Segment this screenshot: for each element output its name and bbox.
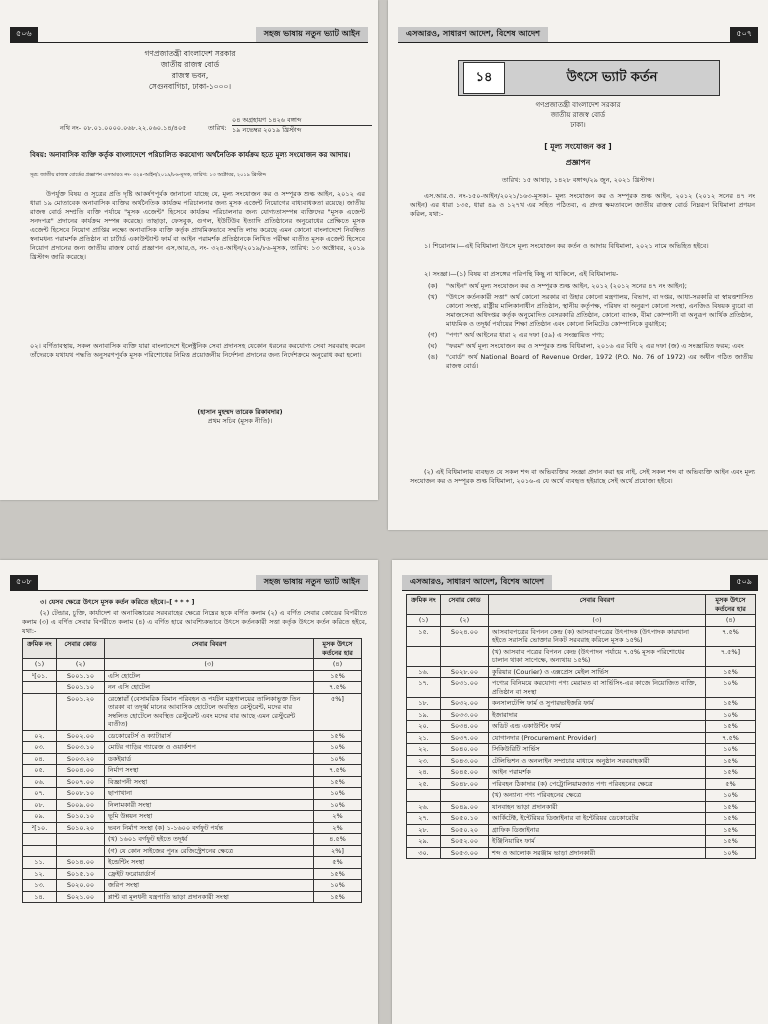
table-header-row [23, 639, 362, 659]
rate-cell: ১০% [314, 742, 362, 754]
service-description-cell: (খ) অন্যান্য পণ্য পরিবহনের ক্ষেত্রে [489, 790, 706, 802]
index-cell: (৩) [105, 659, 314, 671]
service-description-cell: ডকইয়ার্ড [105, 753, 314, 765]
serial-cell: ১১. [23, 857, 57, 869]
service-description-cell: গ্রাফিক ডিজাইনার [489, 824, 706, 836]
rate-cell: ১৫% [314, 776, 362, 788]
body-paragraph-2: ০২। বর্ণিতাবস্থায়, সকল অনাবাসিক ব্যক্তি যারা বাংলাদেশে ইলেক্ট্রনিক সেবা প্রদানসহ যেকোন ধরনের করযোগ্য সেবা সরবরাহ করেন তাঁদেরকে যথাযথ পদ্ধতি অনুসরণপূর্বক মূসক পরিশোধের নিমিত্ত প্রয়োজনীয় নির্দেশনা প্রদানের জন্য নির্দেশক্রমে অনুরোধ করা হলো। [30, 342, 365, 359]
running-title: এসআরও, সাধারণ আদেশ, বিশেষ আদেশ [398, 27, 548, 42]
serial-cell: ০৫. [23, 765, 57, 777]
column-header: সেবার কোড [57, 639, 105, 659]
service-description-cell: টেলিভিশন ও অনলাইন সম্প্রচার মাধ্যমে অনুষ্ঠান সরবরাহকারী [489, 755, 706, 767]
table-row [407, 813, 756, 825]
section-3-text: (২) টেন্ডার, চুক্তি, কার্যাদেশ বা অনাবিষ্কারের সরবরাহের ক্ষেত্রে নিম্নের ছকে বর্ণিত কলাম (২) এ বর্ণিত সেবার কোডের বিপরীতে কলাম (৩) এ বর্ণিত সেবার বিপরীতে কলাম (৪) এ বর্ণিত হারে আবশ্যিকভাবে উৎসে কর্তনকারী সত্তা কর্তৃক উৎসে কর্তন করিতে হইবে, যথা:- [22, 609, 367, 635]
table-index-row [407, 615, 756, 627]
page-508 [0, 560, 378, 1024]
rate-cell: ১৫% [314, 868, 362, 880]
definition-key: (খ) [428, 293, 438, 301]
rate-cell: ২% [314, 811, 362, 823]
table-header-row [407, 595, 756, 615]
serial-cell [23, 834, 57, 846]
date-block [232, 116, 372, 135]
running-header [398, 26, 758, 43]
table-row [23, 670, 362, 682]
address-line: রাজস্ব ভবন, [171, 71, 209, 80]
signatory-designation: প্রথম সচিব (মূসক নীতি)। [207, 417, 273, 425]
rate-cell: ২%] [314, 845, 362, 857]
serial-cell: ২৪. [407, 767, 441, 779]
service-description-cell: ফ্রেইট ফরোয়ার্ডার্স [105, 868, 314, 880]
serial-cell: ১২. [23, 868, 57, 880]
definition-text: "বোর্ড" অর্থ National Board of Revenue Order, 1972 (P.O. No. 76 of 1972) এর অধীন গঠিত জাতীয় রাজস্ব বোর্ড। [446, 353, 753, 370]
table-row [407, 755, 756, 767]
bracket-label: [ মূল্য সংযোজন কর ] [544, 142, 612, 151]
service-description-cell: (গ) যে কোন সাইজের পুনঃ রেজিস্ট্রেশনের ক্ষেত্রে [105, 845, 314, 857]
service-description-cell: ভবন নির্মাণ সংস্থা (ক) ১-১৬০০ বর্গফুট পর্যন্ত [105, 822, 314, 834]
service-description-cell: সিকিউরিটি সার্ভিস [489, 744, 706, 756]
table-row [23, 765, 362, 777]
serial-cell [23, 845, 57, 857]
rate-cell: ১০% [706, 678, 756, 698]
table-row [23, 834, 362, 846]
service-description-cell: পণ্যের বিনিময়ে করযোগ্য পণ্য মেরামত বা সার্ভিসিং-এর কাজে নিয়োজিত ব্যক্তি, প্রতিষ্ঠান বা সংস্থা [489, 678, 706, 698]
serial-cell: ১৯. [407, 709, 441, 721]
service-description-cell: যানবাহন ভাড়া প্রদানকারী [489, 801, 706, 813]
table-row [407, 732, 756, 744]
page-507 [388, 0, 768, 530]
service-code-cell: S০০১.২০ [57, 693, 105, 730]
address-line: ঢাকা। [570, 121, 586, 129]
intro-paragraph: এস.আর.ও. নং-১৫০-আইন/২০২১/১৬৩-মূসক।– মূল্য সংযোজন কর ও সম্পূরক শুল্ক আইন, ২০১২ (২০১২ সনের ৪৭ নং আইন) এর ধারা ১৩৫, ধারা ৪৯ ও ১২৭খ এর সহিত পঠিতব্য, এ প্রদত্ত ক্ষমতাবলে জাতীয় রাজস্ব বোর্ড নিম্নরূপ বিধিমালা প্রণয়ন করিল, যথা:- [410, 192, 755, 218]
index-cell: (৩) [489, 615, 706, 627]
service-code-cell: S০২৪.০০ [441, 626, 489, 646]
service-code-cell: S০১৪.০০ [57, 857, 105, 869]
service-code-cell: S০৩৭.০০ [441, 732, 489, 744]
serial-cell: ²[১০. [23, 822, 57, 834]
serial-cell: ২৯. [407, 836, 441, 848]
rate-cell: ৭.৫% [706, 626, 756, 646]
service-description-cell: শব্দ ও আলোক সরঞ্জাম ভাড়া প্রদানকারী [489, 847, 706, 859]
rate-cell: ১৫% [706, 698, 756, 710]
service-code-cell: S০০৩.১০ [57, 742, 105, 754]
service-code-cell: S০০১.১০ [57, 682, 105, 694]
index-cell: (২) [441, 615, 489, 627]
service-description-cell: আসবাবপত্রের বিপনন কেন্দ্র (ক) আসবাবপত্রের উৎপাদক (উৎপাদক কারখানা হইতে সরাসরি ভোক্তার নিকট সরবরাহ করিলে মূসক ১৫%) [489, 626, 706, 646]
definition-text: "পণ্য" অর্থ আইনের ধারা ২ এর দফা (৫৯) এ সংজ্ঞায়িত পণ্য; [446, 331, 605, 339]
chapter-title: উৎসে ভ্যাট কর্তন [566, 69, 658, 85]
table-body [407, 626, 756, 859]
definition-item [428, 331, 753, 340]
service-description-cell: মোটর গাড়ির গ্যারেজ ও ওয়ার্কশপ [105, 742, 314, 754]
subject-line: বিষয়: অনাবাসিক ব্যক্তি কর্তৃক বাংলাদেশে পরিচালিত করযোগ্য অর্থনৈতিক কার্যক্রম হতে মূল্য সংযোজন কর আদায়। [30, 151, 351, 159]
running-header [402, 574, 758, 591]
definition-item [428, 353, 753, 371]
service-code-cell: S০৫৩.০০ [441, 847, 489, 859]
signature-block [140, 408, 340, 426]
table-row [23, 730, 362, 742]
service-description-cell: ইন্ডেন্টিং সংস্থা [105, 857, 314, 869]
service-code-cell: S০১০.১০ [57, 811, 105, 823]
serial-cell: ১৬. [407, 666, 441, 678]
service-description-cell: পরিবহন ঠিকাদার (ক) পেট্রোলিয়ামজাত পণ্য পরিবহনের ক্ষেত্রে [489, 778, 706, 790]
serial-cell: ০৩. [23, 742, 57, 754]
serial-cell: ২৮. [407, 824, 441, 836]
serial-cell: ০৬. [23, 776, 57, 788]
notification-date: তারিখ: ১৫ আষাঢ়, ১৪২৮ বঙ্গাব্দ/২৯ জুন, ২০২১ খ্রিস্টাব্দ। [501, 176, 655, 184]
table-row [23, 857, 362, 869]
index-cell: (৪) [314, 659, 362, 671]
serial-cell: ০২. [23, 730, 57, 742]
page-number: ৫০৬ [10, 27, 38, 42]
running-header [10, 574, 368, 591]
serial-cell: ১৭. [407, 678, 441, 698]
service-description-cell: ভূমি উন্নয়ন সংস্থা [105, 811, 314, 823]
service-code-cell: S০৫০.১০ [441, 813, 489, 825]
rate-cell: ১৫% [706, 767, 756, 779]
serial-cell: ০৪. [23, 753, 57, 765]
service-description-cell: নিলামকারী সংস্থা [105, 799, 314, 811]
definition-item [428, 282, 753, 291]
service-code-cell: S০০২.০০ [57, 730, 105, 742]
column-header: মূসক উৎসে কর্তনের হার [314, 639, 362, 659]
table-row [407, 847, 756, 859]
definition-text: "উৎসে কর্তনকারী সত্তা" অর্থ কোনো সরকার বা উহার কোনো মন্ত্রণালয়, বিভাগ, বা দপ্তর, আধা-সরকারি বা স্বায়ত্তশাসিত কোনো সংস্থা, রাষ্ট্রীয় মালিকানাধীন প্রতিষ্ঠান, স্থানীয় কর্তৃপক্ষ, পরিষদ বা অনুরূপ কোনো সংস্থা, এনজিও বিষয়ক ব্যুরো বা সমাজসেবা অধিদপ্তর কর্তৃক অনুমোদিত বেসরকারি প্রতিষ্ঠান, কোনো ব্যাংক, বীমা কোম্পানী বা অনুরূপ আর্থিক প্রতিষ্ঠান, মাধ্যমিক ও তদূর্ধ্ব পর্যায়ের শিক্ষা প্রতিষ্ঠান এবং কোনো লিমিটেড কোম্পানিকে বুঝাইবে; [446, 293, 753, 328]
table-row [407, 646, 756, 666]
table-row [23, 891, 362, 903]
office-address [90, 48, 290, 92]
date-label: তারিখ: [208, 124, 227, 132]
table-row [407, 709, 756, 721]
serial-cell: ২২. [407, 744, 441, 756]
rate-cell: ১০% [314, 880, 362, 892]
table-row [407, 721, 756, 733]
withholding-rate-table [406, 594, 756, 859]
index-cell: (১) [407, 615, 441, 627]
service-code-cell [57, 845, 105, 857]
running-title: সহজ ভাষায় নতুন ভ্যাট আইন [256, 575, 368, 590]
signatory-name: (হাসান মুহম্মদ তারেক রিকাবদার) [197, 408, 283, 416]
column-header: মূসক উৎসে কর্তনের হার [706, 595, 756, 615]
memo-number: নথি নং- ০৮.০১.০০০০.০৬৮.২২.০৬০.১৪/৪০৫ [60, 124, 187, 132]
rate-cell: ১০% [706, 709, 756, 721]
page-506 [0, 0, 378, 500]
rate-cell: ১৫% [706, 666, 756, 678]
page-number: ৫০৭ [730, 27, 758, 42]
rule-2-sub-2: (২) এই বিধিমালায় ব্যবহৃত যে সকল শব্দ বা অভিব্যক্তির সংজ্ঞা প্রদান করা হয় নাই, সেই সকল শব্দ বা অভিব্যক্তি আইন এবং মূল্য সংযোজন কর ও সম্পূরক শুল্ক বিধিমালা, ২০১৬-এ যে অর্থে ব্যবহৃত হইয়াছে সেই অর্থে প্রযোজ্য হইবে। [410, 468, 755, 485]
service-code-cell: S০৩৩.০০ [441, 709, 489, 721]
service-code-cell: S০৪৯.০০ [441, 801, 489, 813]
definition-key: (ক) [428, 282, 438, 290]
serial-cell: ২৭. [407, 813, 441, 825]
index-cell: (৪) [706, 615, 756, 627]
rate-cell: ১৫% [706, 801, 756, 813]
rate-cell: ১৫% [706, 824, 756, 836]
service-description-cell: বিজ্ঞাপনী সংস্থা [105, 776, 314, 788]
rate-cell: ৫%] [314, 693, 362, 730]
service-code-cell: S০৩২.০০ [441, 698, 489, 710]
serial-cell: ০৮. [23, 799, 57, 811]
service-code-cell [441, 790, 489, 802]
serial-cell: ২১. [407, 732, 441, 744]
table-row [23, 822, 362, 834]
section-3-heading: ৩। যেসব ক্ষেত্রে উৎসে মূসক কর্তন করিতে হইবে।–[ * * * ] [40, 598, 195, 606]
service-description-cell: ডেকোরেটর্স ও ক্যাটারার্স [105, 730, 314, 742]
serial-cell: ১৩. [23, 880, 57, 892]
column-header: সেবার বিবরণ [489, 595, 706, 615]
rate-cell: ১৫% [314, 730, 362, 742]
table-row [407, 666, 756, 678]
service-description-cell: নন এসি হোটেল [105, 682, 314, 694]
definition-text: "আইন" অর্থ মূল্য সংযোজন কর ও সম্পূরক শুল্ক আইন, ২০১২ (২০১২ সনের ৪৭ নং আইন); [446, 282, 687, 290]
rate-cell: ১৫% [706, 755, 756, 767]
table-row [23, 682, 362, 694]
rate-cell: ৭.৫% [314, 682, 362, 694]
service-description-cell: প্লান্ট বা মূলধনী যন্ত্রপাতি ভাড়া প্রদানকারী সংস্থা [105, 891, 314, 903]
rate-cell: ৭.৫%] [706, 646, 756, 666]
definitions-list [428, 282, 753, 373]
definition-item [428, 293, 753, 329]
service-code-cell [441, 646, 489, 666]
date-english: ১৯ নভেম্বর ২০১৯ খ্রিস্টাব্দ [232, 126, 302, 134]
rate-cell: ১০% [314, 753, 362, 765]
service-description-cell: ইজারাদার [489, 709, 706, 721]
chapter-number: ১৪ [463, 62, 505, 94]
service-code-cell: S০৪০.০০ [441, 744, 489, 756]
source-line: সূত্র: জাতীয় রাজস্ব বোর্ডের প্রজ্ঞাপন এসআরও নং- ৩২৪-আইন/২০১৯/৮৬-মূসক, তারিখ: ১৩ অক্টোবর, ২০১৯ খ্রিস্টাব্দ [30, 172, 267, 178]
service-code-cell: S০১৫.১০ [57, 868, 105, 880]
service-description-cell: রেস্তোরাঁ (বেসামরিক বিমান পরিবহন ও পর্যটন মন্ত্রণালয়ের তালিকাভুক্ত তিন তারকা বা তদূর্ধ্ব মানের আবাসিক হোটেলে অবস্থিত রেস্টুরেন্ট, মদের বার সম্বলিত হোটেলে অবস্থিত রেস্টুরেন্ট এবং মদের বার আছে এমন রেস্টুরেন্ট ব্যতীত) [105, 693, 314, 730]
address-line: সেগুনবাগিচা, ঢাকা-১০০০। [148, 82, 232, 91]
service-description-cell: (খ) ১৬০১ বর্গফুট হইতে তদূর্ধ্ব [105, 834, 314, 846]
table-row [407, 790, 756, 802]
service-code-cell: S০৫২.০০ [441, 836, 489, 848]
withholding-rate-table [22, 638, 362, 903]
table-body [23, 670, 362, 903]
rate-cell: ১৫% [706, 836, 756, 848]
service-code-cell [57, 834, 105, 846]
serial-cell [23, 682, 57, 694]
rate-cell: ২% [314, 822, 362, 834]
service-description-cell: ছাপাখানা [105, 788, 314, 800]
table-row [407, 626, 756, 646]
rate-cell: ১৫% [706, 813, 756, 825]
table-row [407, 801, 756, 813]
rate-cell: ১০% [314, 799, 362, 811]
address-line: জাতীয় রাজস্ব বোর্ড [160, 60, 220, 69]
service-description-cell: (খ) আসবাব পত্রের বিপনন কেন্দ্র (উৎপাদন পর্যায়ে ৭.৫% মূসক পরিশোধের চালান থাকা সাপেক্ষে, অন্যথায় ১৫%) [489, 646, 706, 666]
definition-key: (গ) [428, 331, 438, 339]
body-paragraph-1: উপর্যুক্ত বিষয় ও সূত্রের প্রতি দৃষ্টি আকর্ষণপূর্বক জানানো যাচ্ছে যে, মূল্য সংযোজন কর ও সম্পূরক শুল্ক আইন, ২০১২ এর ধারা ১৯ মোতাবেক অনাবাসিক ব্যক্তির অর্থনৈতিক কার্যক্রম পরিচালনার জন্য মূসক এজেন্ট নিয়োগের বাধ্যবাধকতা রয়েছে। জাতীয় রাজস্ব বোর্ড সম্প্রতি ব্যক্তি পর্যায়ে "মূসক এজেন্ট" হিসেবে কার্যক্রম পরিচালনার জন্য যোগ্যতাসম্পন্ন ব্যক্তিদের "মূসক এজেন্ট সনদপত্র" প্রদানের কার্যক্রম সম্পন্ন করেছে। তাছাড়া, ফেসবুক, গুগল, ইউটিউব ইত্যাদি প্রতিষ্ঠানের অনুরোধের প্রেক্ষিতে মূসক এজেন্ট হিসেবে নিয়োগ প্রাপ্তির লক্ষ্যে অনাবাসিক ব্যক্তি কর্তৃক প্রাথমিকভাবে সম্মতি লাভ করেছে এমন কোনো বাংলাদেশে নিবন্ধিত স্বনামধন্য পরামর্শক প্রতিষ্ঠান বা চার্টার্ড একাউন্ট্যান্ট ফার্ম বা আইন পরামর্শক প্রতিষ্ঠানকে লিখিত পরীক্ষা ব্যতীত মূসক এজেন্ট হিসেবে নিয়োগ প্রদানের জন্য জাতীয় রাজস্ব বোর্ড প্রজ্ঞাপন এস,আর,ও, নং- ৩২৪-আইন/২০১৯/৮৬-মূসক, তারিখ: ১৩ অক্টোবর, ২০১৯ খ্রিস্টাব্দ জারি করেছে। [30, 190, 365, 261]
table-row [407, 698, 756, 710]
serial-cell [407, 646, 441, 666]
service-description-cell: অডিট এন্ড একাউন্টিং ফার্ম [489, 721, 706, 733]
column-header: ক্রমিক নং [407, 595, 441, 615]
table-row [407, 678, 756, 698]
page-number: ৫০৯ [730, 575, 758, 590]
table-row [407, 744, 756, 756]
address-line: গণপ্রজাতন্ত্রী বাংলাদেশ সরকার [144, 49, 236, 58]
index-cell: (২) [57, 659, 105, 671]
table-row [407, 836, 756, 848]
table-row [23, 776, 362, 788]
rate-cell: ১৫% [314, 670, 362, 682]
rate-cell: ১০% [706, 744, 756, 756]
service-code-cell: S০৪৫.০০ [441, 767, 489, 779]
date-bangla: ০৪ অগ্রহায়ণ ১৪২৬ বঙ্গাব্দ [232, 116, 372, 126]
definition-item [428, 342, 753, 351]
serial-cell: ০৯. [23, 811, 57, 823]
table-row [407, 824, 756, 836]
serial-cell: ২৩. [407, 755, 441, 767]
running-title: সহজ ভাষায় নতুন ভ্যাট আইন [256, 27, 368, 42]
rate-cell: ৪.৫% [314, 834, 362, 846]
service-description-cell: কনসালটেন্সি ফার্ম ও সুপারভাইজরি ফার্ম [489, 698, 706, 710]
service-description-cell: নির্মাণ সংস্থা [105, 765, 314, 777]
service-description-cell: কুরিয়ার (Courier) ও এক্সপ্রেস মেইল সার্ভিস [489, 666, 706, 678]
serial-cell: ২৫. [407, 778, 441, 790]
rate-cell: ১০% [706, 790, 756, 802]
service-code-cell: S০০৪.০০ [57, 765, 105, 777]
table-row [23, 868, 362, 880]
service-code-cell: S০২০.০০ [57, 880, 105, 892]
table-row [407, 767, 756, 779]
rate-cell: ১০% [706, 847, 756, 859]
page-509 [392, 560, 768, 1024]
service-code-cell: S০৩১.০০ [441, 678, 489, 698]
running-header [10, 26, 368, 43]
table-row [23, 811, 362, 823]
service-code-cell: S০০৯.০০ [57, 799, 105, 811]
service-code-cell: S০১০.২০ [57, 822, 105, 834]
service-code-cell: S০০৩.২০ [57, 753, 105, 765]
serial-cell: ¹[০১. [23, 670, 57, 682]
rule-2: ২। সংজ্ঞা।—(১) বিষয় বা প্রসঙ্গের পরিপন্থি কিছু না থাকিলে, এই বিধিমালায়- [424, 270, 619, 278]
index-cell: (১) [23, 659, 57, 671]
service-code-cell: S০৩৪.০০ [441, 721, 489, 733]
office-address [478, 100, 678, 130]
address-line: জাতীয় রাজস্ব বোর্ড [550, 111, 606, 119]
serial-cell: ৩০. [407, 847, 441, 859]
definition-key: (ঘ) [428, 342, 438, 350]
service-description-cell: আইন পরামর্শক [489, 767, 706, 779]
table-row [23, 799, 362, 811]
rate-cell: ১০% [314, 788, 362, 800]
table-row [23, 742, 362, 754]
rate-cell: ৭.৫% [314, 765, 362, 777]
serial-cell: ১৮. [407, 698, 441, 710]
serial-cell: ০৭. [23, 788, 57, 800]
service-code-cell: S০৪৩.০০ [441, 755, 489, 767]
service-code-cell: S০২১.০০ [57, 891, 105, 903]
column-header: সেবার বিবরণ [105, 639, 314, 659]
rate-cell: ১৫% [706, 721, 756, 733]
serial-cell [23, 693, 57, 730]
chapter-banner [458, 60, 720, 96]
service-code-cell: S০০৮.১০ [57, 788, 105, 800]
table-row [23, 880, 362, 892]
table-row [23, 845, 362, 857]
serial-cell [407, 790, 441, 802]
service-code-cell: S০৫০.২০ [441, 824, 489, 836]
rate-cell: ৫% [706, 778, 756, 790]
rate-cell: ৭.৫% [706, 732, 756, 744]
rate-cell: ১৫% [314, 891, 362, 903]
table-row [23, 788, 362, 800]
table-index-row [23, 659, 362, 671]
serial-cell: ১৪. [23, 891, 57, 903]
notification-heading: প্রজ্ঞাপন [565, 158, 591, 167]
service-description-cell: জরিপ সংস্থা [105, 880, 314, 892]
column-header: ক্রমিক নং [23, 639, 57, 659]
definition-key: (ঙ) [428, 353, 438, 361]
address-line: গণপ্রজাতন্ত্রী বাংলাদেশ সরকার [535, 101, 621, 109]
rule-1: ১। শিরোনাম।—এই বিধিমালা উৎসে মূল্য সংযোজন কর কর্তন ও আদায় বিধিমালা, ২০২১ নামে অভিহিত হইবে। [424, 242, 709, 250]
column-header: সেবার কোড [441, 595, 489, 615]
rate-cell: ৫% [314, 857, 362, 869]
service-code-cell: S০০১.১০ [57, 670, 105, 682]
page-number: ৫০৮ [10, 575, 38, 590]
service-code-cell: S০৪৮.০০ [441, 778, 489, 790]
running-title: এসআরও, সাধারণ আদেশ, বিশেষ আদেশ [402, 575, 552, 590]
serial-cell: ২৬. [407, 801, 441, 813]
definition-text: "ফরম" অর্থ মূল্য সংযোজন কর ও সম্পূরক শুল্ক বিধিমালা, ২০১৬ এর বিধি ২ এর দফা (জ) এ সংজ্ঞায়িত ফরম; এবং [446, 342, 744, 350]
table-row [407, 778, 756, 790]
table-row [23, 753, 362, 765]
service-description-cell: আর্কিটেক্ট, ইন্টেরিয়র ডিজাইনার বা ইন্টেরিয়র ডেকোরেটর [489, 813, 706, 825]
serial-cell: ২০. [407, 721, 441, 733]
service-code-cell: S০২৮.০০ [441, 666, 489, 678]
serial-cell: ১৫. [407, 626, 441, 646]
service-description-cell: ইঞ্জিনিয়ারিং ফার্ম [489, 836, 706, 848]
service-code-cell: S০০৭.০০ [57, 776, 105, 788]
table-row [23, 693, 362, 730]
service-description-cell: যোগানদার (Procurement Provider) [489, 732, 706, 744]
service-description-cell: এসি হোটেল [105, 670, 314, 682]
